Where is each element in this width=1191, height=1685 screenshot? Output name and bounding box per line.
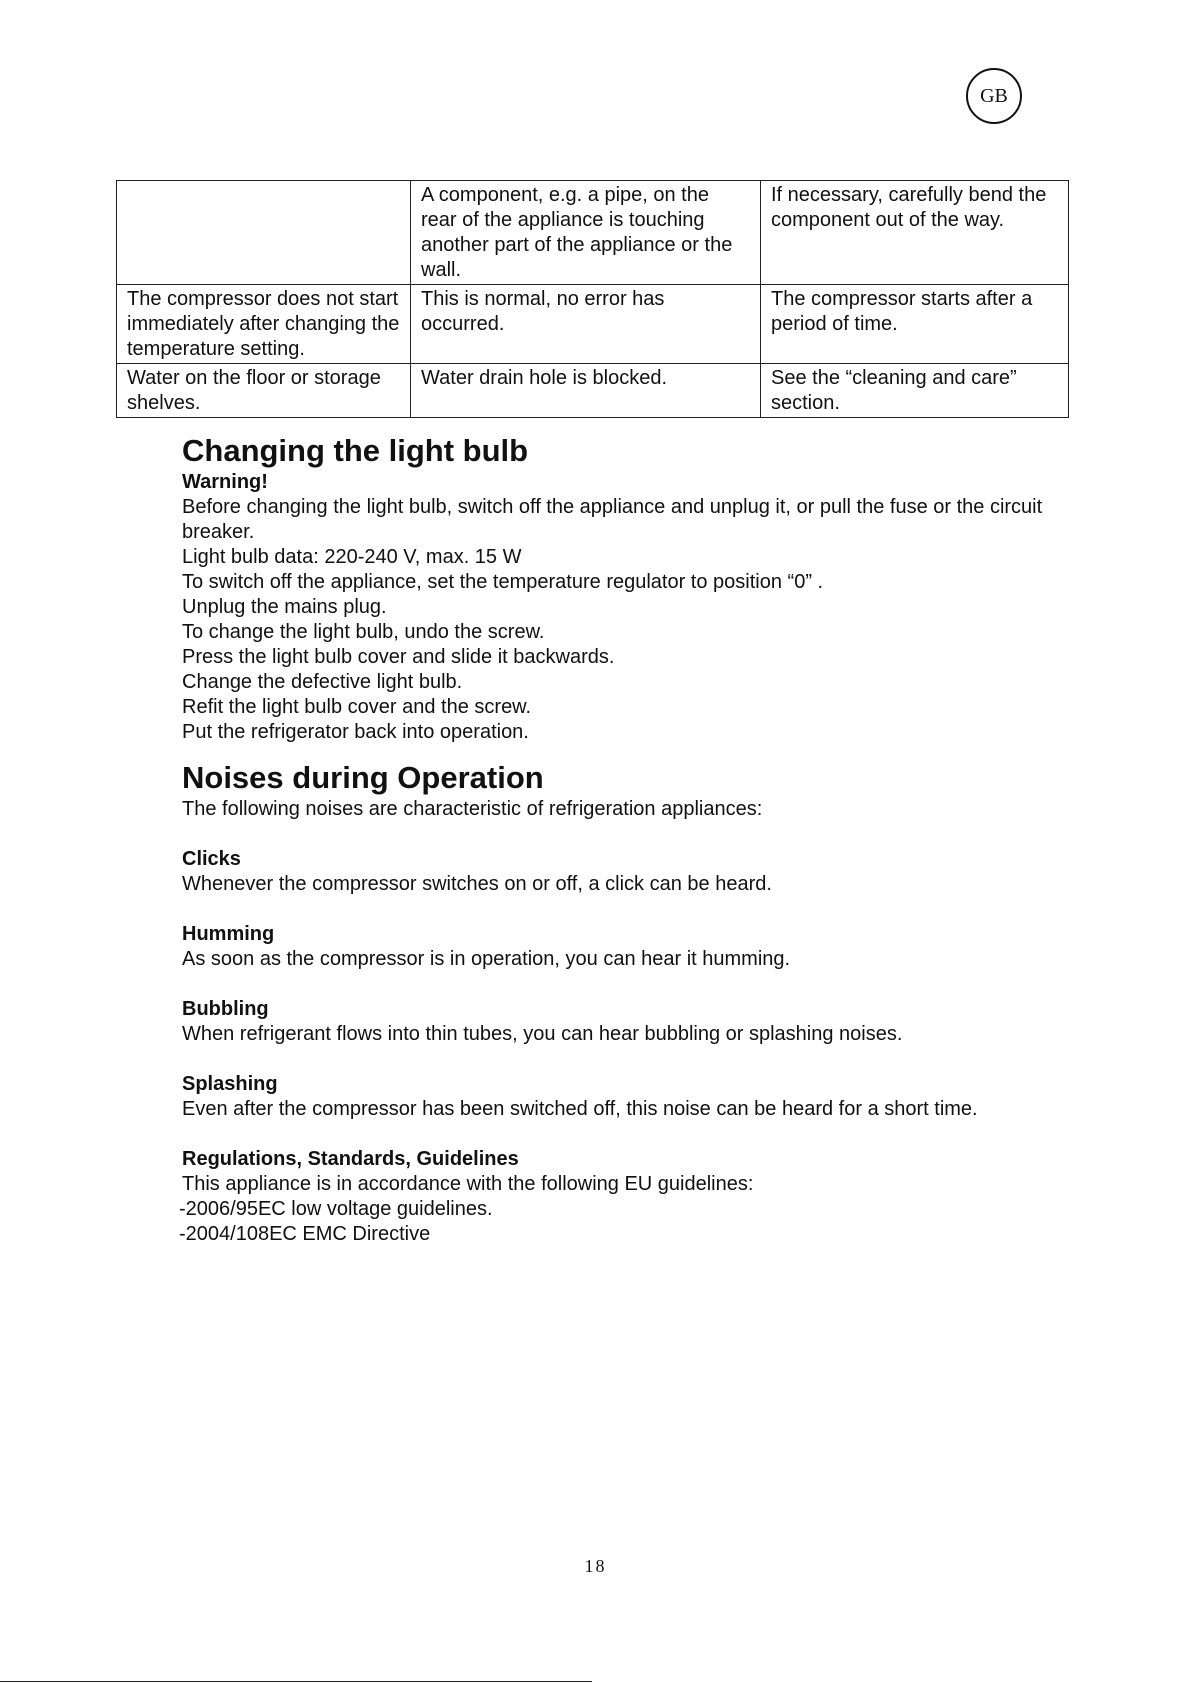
language-badge-gb: GB [966, 68, 1022, 124]
footer-rule [0, 1681, 592, 1682]
noise-title: Clicks [182, 848, 241, 870]
table-row [117, 181, 1069, 285]
noise-description: As soon as the compressor is in operation, you can hear it humming. [182, 948, 791, 970]
table-row [117, 285, 1069, 364]
main-content [179, 432, 1062, 1247]
instruction-line: Put the refrigerator back into operation. [182, 721, 529, 743]
cause-cell: This is normal, no error has occurred. [411, 285, 761, 364]
cause-cell: A component, e.g. a pipe, on the rear of the appliance is touching another part of the appliance or the wall. [411, 181, 761, 285]
light-bulb-section [182, 432, 1062, 745]
instruction-line: To change the light bulb, undo the screw. [182, 621, 545, 643]
problem-cell [117, 181, 411, 285]
instruction-line: Press the light bulb cover and slide it backwards. [182, 646, 615, 668]
regulations-intro: This appliance is in accordance with the following EU guidelines: [182, 1173, 754, 1195]
instruction-line: Change the defective light bulb. [182, 671, 463, 693]
instruction-line: Before changing the light bulb, switch off the appliance and unplug it, or pull the fuse or the circuit breaker. [182, 496, 1043, 543]
instruction-line: To switch off the appliance, set the temperature regulator to position “0” . [182, 571, 824, 593]
section-heading: Noises during Operation [182, 760, 544, 795]
instruction-line: Refit the light bulb cover and the screw. [182, 696, 532, 718]
page-number: 18 [584, 1556, 607, 1576]
problem-cell: The compressor does not start immediately after changing the temperature setting. [117, 285, 411, 364]
remedy-cell: If necessary, carefully bend the component out of the way. [761, 181, 1069, 285]
problem-cell: Water on the floor or storage shelves. [117, 364, 411, 418]
regulations-section [179, 1147, 1062, 1247]
cause-cell: Water drain hole is blocked. [411, 364, 761, 418]
guideline-item: -2004/108EC EMC Directive [179, 1223, 431, 1245]
instruction-line: Unplug the mains plug. [182, 596, 387, 618]
instruction-line: Light bulb data: 220-240 V, max. 15 W [182, 546, 522, 568]
noise-title: Splashing [182, 1073, 278, 1095]
remedy-cell: The compressor starts after a period of time. [761, 285, 1069, 364]
noise-description: Whenever the compressor switches on or off, a click can be heard. [182, 873, 772, 895]
noise-title: Bubbling [182, 998, 269, 1020]
noise-title: Humming [182, 923, 275, 945]
warning-label: Warning! [182, 471, 268, 493]
remedy-cell: See the “cleaning and care” section. [761, 364, 1069, 418]
noises-section [182, 759, 1062, 1122]
regulations-title: Regulations, Standards, Guidelines [182, 1148, 519, 1170]
noise-description: When refrigerant flows into thin tubes, you can hear bubbling or splashing noises. [182, 1023, 903, 1045]
troubleshooting-table [116, 180, 1069, 418]
table-row [117, 364, 1069, 418]
section-heading: Changing the light bulb [182, 433, 529, 468]
guideline-item: -2006/95EC low voltage guidelines. [179, 1198, 493, 1220]
noise-description: Even after the compressor has been switched off, this noise can be heard for a short time. [182, 1098, 978, 1120]
section-intro: The following noises are characteristic of refrigeration appliances: [182, 798, 763, 820]
